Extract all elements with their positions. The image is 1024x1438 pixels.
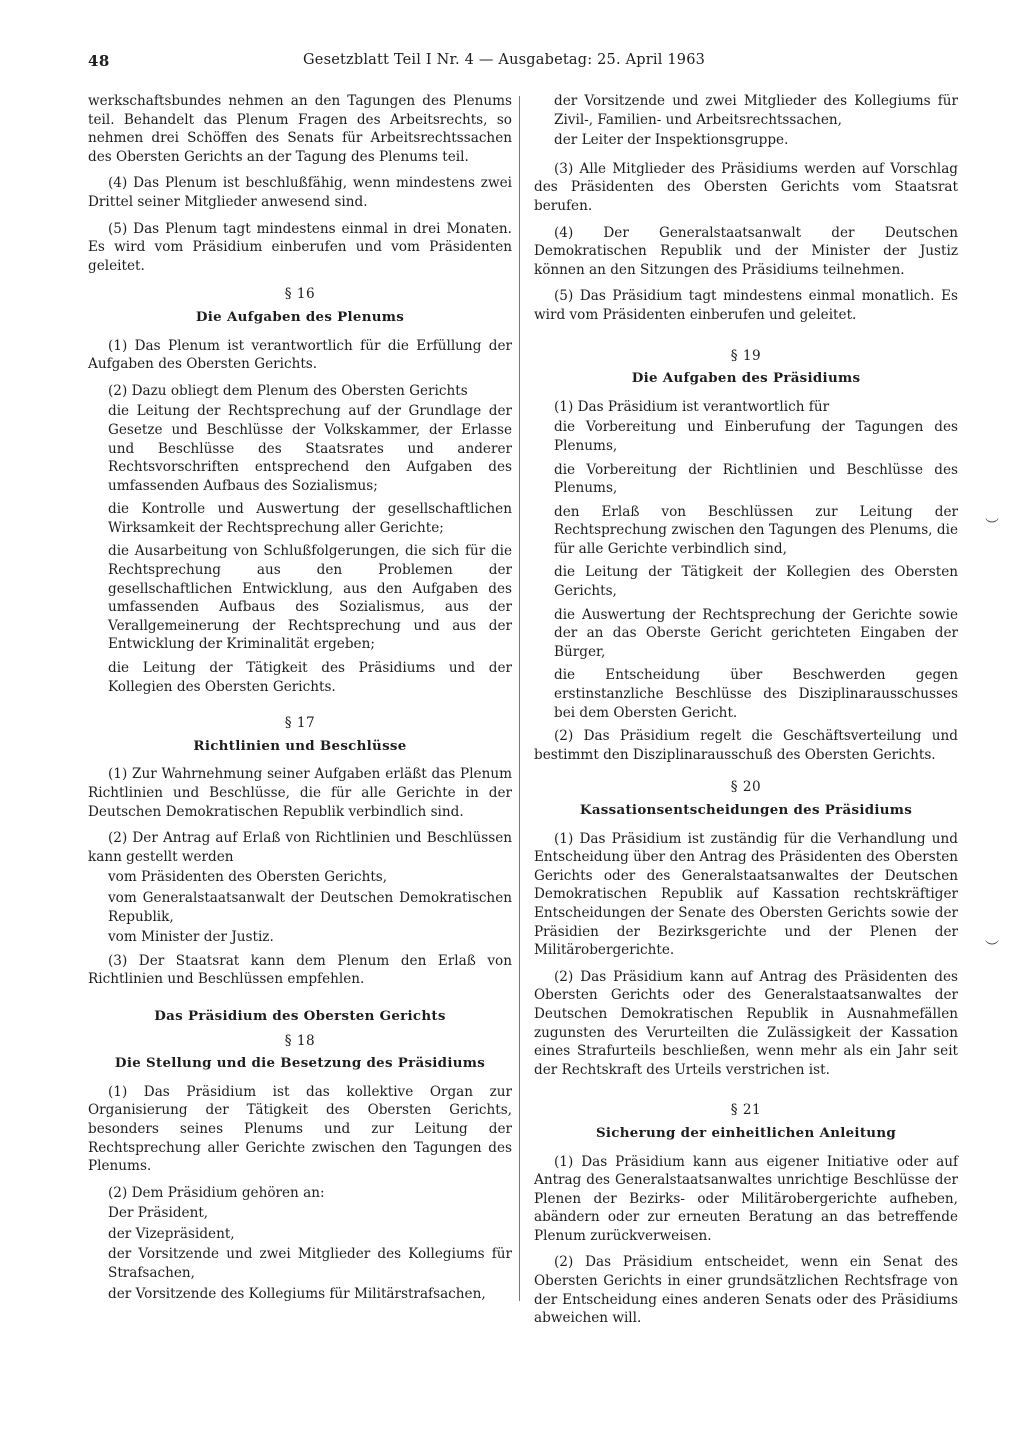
section-title: Richtlinien und Beschlüsse (193, 737, 407, 754)
column-divider (519, 96, 520, 1301)
paragraph: (5) Das Präsidium tagt mindestens einmal monatlich. Es wird vom Präsidenten einberufen und geleitet. (534, 288, 958, 323)
section-number: § 18 (284, 1032, 316, 1049)
page-header (88, 52, 968, 74)
list-item: der Leiter der Inspektionsgruppe. (554, 132, 789, 149)
section-title: Kassationsentscheidungen des Präsidiums (579, 802, 913, 818)
section-title: Sicherung der einheitlichen Anleitung (595, 1124, 897, 1141)
margin-mark: ︶ (985, 518, 999, 534)
list-item: die Vorbereitung der Richtlinien und Beschlüsse des Plenums, (554, 461, 958, 497)
list-item: die Auswertung der Rechtsprechung der Gerichte sowie der an das Oberste Gericht gerichteten Eingaben der Bürger, (554, 606, 958, 660)
list-item: vom Minister der Justiz. (108, 929, 274, 946)
margin-mark: ︶ (985, 940, 999, 956)
paragraph: (3) Der Staatsrat kann dem Plenum den Erlaß von Richtlinien und Beschlüssen empfehlen. (88, 952, 512, 988)
chapter-title: Das Präsidium des Obersten Gerichts (154, 1007, 446, 1024)
section-number: § 19 (730, 347, 762, 364)
list-item: die Vorbereitung und Einberufung der Tagungen des Plenums, (554, 419, 958, 454)
list-item: Der Präsident, (108, 1205, 209, 1222)
paragraph: (3) Alle Mitglieder des Präsidiums werden auf Vorschlag des Präsidenten des Obersten Gerichts vom Staatsrat berufen. (534, 160, 958, 214)
list-item: die Leitung der Tätigkeit des Präsidiums und der Kollegien des Obersten Gerichts. (108, 660, 512, 695)
paragraph: (2) Dem Präsidium gehören an: (108, 1184, 325, 1201)
list-item: die Leitung der Rechtsprechung auf der Grundlage der Gesetze und Beschlüsse der Volkskammer, der Erlasse und Beschlüsse des Staatsrates und anderer Rechtsvorschriften entsprechend den Aufgaben des umfassenden Aufbaus des Sozialismus; (108, 403, 512, 494)
paragraph: (2) Der Antrag auf Erlaß von Richtlinien und Beschlüssen kann gestellt werden (88, 830, 512, 865)
paragraph: (1) Das Präsidium kann aus eigener Initiative oder auf Antrag des Generalstaatsanwaltes unrichtige Beschlüsse der Plenen der Bezirks- oder Militärobergerichte aufheben, abändern oder zur erneuten Beratung an das betreffende Plenum zurückverweisen. (534, 1153, 958, 1244)
paragraph: (1) Das Plenum ist verantwortlich für die Erfüllung der Aufgaben des Obersten Gerichts. (88, 337, 512, 373)
paragraph: (2) Das Präsidium entscheidet, wenn ein Senat des Obersten Gerichts in einer grundsätzlichen Rechtsfrage von der Entscheidung eines anderen Senats oder des Präsidiums abweichen will. (534, 1254, 958, 1327)
paragraph: (2) Das Präsidium kann auf Antrag des Präsidenten des Obersten Gerichts oder des Generalstaatsanwaltes der Deutschen Demokratischen Republik in Ausnahmefällen zugunsten des Verurteilten die Zulässigkeit der Kassation eines Strafurteils beschließen, wenn mehr als ein Jahr seit der Rechtskraft des Urteils verstrichen ist. (534, 968, 958, 1078)
section-title: Die Aufgaben des Plenums (195, 308, 405, 325)
page-number: 48 (88, 52, 110, 70)
list-item: die Ausarbeitung von Schlußfolgerungen, die sich für die Rechtsprechung aus den Problemen der gesellschaftlichen Entwicklung, aus den Aufgaben des umfassenden Aufbaus des Sozialismus, aus der Verallgemeinerung der Rechtsprechung und aus der Entwicklung der Kriminalität ergeben; (108, 543, 512, 653)
section-number: § 16 (284, 286, 316, 303)
paragraph: (4) Der Generalstaatsanwalt der Deutschen Demokratischen Republik und der Minister der Justiz können an den Sitzungen des Präsidiums teilnehmen. (534, 224, 958, 278)
paragraph: (2) Das Präsidium regelt die Geschäftsverteilung und bestimmt den Disziplinarausschuß des Obersten Gerichts. (534, 728, 958, 763)
section-title: Die Stellung und die Besetzung des Präsidiums (114, 1055, 486, 1072)
list-item: vom Generalstaatsanwalt der Deutschen Demokratischen Republik, (108, 889, 512, 925)
paragraph: (1) Zur Wahrnehmung seiner Aufgaben erläßt das Plenum Richtlinien und Beschlüsse, die für alle Gerichte in der Deutschen Demokratischen Republik verbindlich sind. (88, 766, 512, 820)
paragraph: (1) Das Präsidium ist das kollektive Organ zur Organisierung der Tätigkeit des Obersten Gerichts, besonders seines Plenums und zur Leitung der Rechtsprechung aller Gerichte zwischen den Tagungen des Plenums. (88, 1083, 512, 1175)
list-item: den Erlaß von Beschlüssen zur Leitung der Rechtsprechung zwischen den Tagungen des Plenums, die für alle Gerichte verbindlich sind, (554, 503, 958, 557)
left-column (88, 92, 512, 1305)
list-item: der Vorsitzende und zwei Mitglieder des Kollegiums für Strafsachen, (108, 1246, 512, 1282)
section-number: § 20 (730, 779, 762, 796)
list-item: der Vorsitzende des Kollegiums für Militärstrafsachen, (108, 1285, 486, 1302)
list-item: die Entscheidung über Beschwerden gegen erstinstanzliche Beschlüsse des Disziplinarausschusses bei dem Obersten Gericht. (554, 667, 958, 721)
list-item: die Kontrolle und Auswertung der gesellschaftlichen Wirksamkeit der Rechtsprechung aller Gerichte; (108, 501, 512, 536)
list-item: der Vizepräsident, (108, 1225, 235, 1242)
paragraph: (1) Das Präsidium ist verantwortlich für (554, 398, 830, 415)
paragraph: werkschaftsbundes nehmen an den Tagungen des Plenums teil. Behandelt das Plenum Fragen des Arbeitsrechts, so nehmen drei Schöffen des Senats für Arbeitsrechtssachen des Obersten Gerichts an der Tagung des Plenums teil. (88, 93, 512, 165)
list-item: die Leitung der Tätigkeit der Kollegien des Obersten Gerichts, (554, 564, 958, 600)
paragraph: (1) Das Präsidium ist zuständig für die Verhandlung und Entscheidung über den Antrag des Präsidenten des Obersten Gerichts oder des Generalstaatsanwaltes der Deutschen Demokratischen Republik auf Kassation rechtskräftiger Entscheidungen der Senate des Obersten Gerichts sowie der Präsidien der Bezirksgerichte und der Plenen der Militärobergerichte. (534, 830, 958, 959)
section-title: Die Aufgaben des Präsidiums (631, 370, 861, 387)
section-number: § 17 (284, 715, 316, 732)
paragraph: (4) Das Plenum ist beschlußfähig, wenn mindestens zwei Drittel seiner Mitglieder anwesend sind. (88, 175, 512, 210)
paragraph: (5) Das Plenum tagt mindestens einmal in drei Monaten. Es wird vom Präsidium einberufen und vom Präsidenten geleitet. (88, 220, 512, 274)
list-item: vom Präsidenten des Obersten Gerichts, (108, 869, 388, 886)
section-number: § 21 (730, 1102, 762, 1119)
paragraph: (2) Dazu obliegt dem Plenum des Obersten Gerichts (108, 382, 468, 399)
right-column (534, 92, 958, 1336)
list-item: der Vorsitzende und zwei Mitglieder des Kollegiums für Zivil-, Familien- und Arbeitsrechtssachen, (554, 93, 958, 128)
header-title: Gesetzblatt Teil I Nr. 4 — Ausgabetag: 25. April 1963 (303, 52, 706, 68)
